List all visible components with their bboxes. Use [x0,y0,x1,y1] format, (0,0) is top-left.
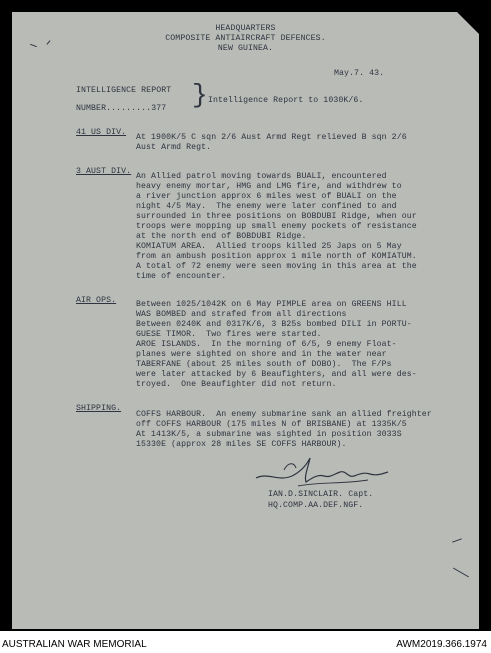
section-line: Between 0240K and 0317K/6, 3 B25s bombed DILI in PORTU- [136,320,412,329]
section-line: At 1413K/5, a submarine was sighted in position 3033S [136,430,402,439]
handwritten-signature [248,452,398,492]
section-line: TABERFANE (about 25 miles south of DOBO). The F/Ps [136,360,392,369]
section-line: from an ambush position approx 1 mile north of KOMIATUM. [136,252,417,261]
header-line-1: HEADQUARTERS [215,24,276,33]
section-line: AROE ISLANDS. In the morning of 6/5, 9 enemy Float- [136,340,397,349]
report-title: Intelligence Report to 1030K/6. [208,96,364,105]
section-line: A total of 72 enemy were seen moving in this area at the [136,262,417,271]
archive-footer [0,631,491,653]
section-heading: SHIPPING. [76,404,122,413]
section-line: off COFFS HARBOUR (175 miles N of BRISBANE) at 1335K/5 [136,420,407,429]
section-line: time of encounter. [136,272,227,281]
section-line: An Allied patrol moving towards BUALI, encountered [136,172,387,181]
signature-name: IAN.D.SINCLAIR. Capt. [268,490,374,499]
archive-name: AUSTRALIAN WAR MEMORIAL [2,639,147,650]
section-line: troyed. One Beaufighter did not return. [136,380,337,389]
pencil-mark [453,568,469,578]
brace-glyph: } [192,80,208,110]
section-line: WAS BOMBED and strafed from all directions [136,310,347,319]
report-number: NUMBER.........377 [76,104,167,113]
section-line: surrounded in three positions on BOBDUBI Ridge, when our [136,212,417,221]
section-line: KOMIATUM AREA. Allied troops killed 25 Japs on 5 May [136,242,402,251]
section-line: COFFS HARBOUR. An enemy submarine sank an allied freighter [136,410,432,419]
section-line: heavy enemy mortar, HMG and LMG fire, and withdrew to [136,182,402,191]
section-line: Between 1025/1042K on 6 May PIMPLE area on GREENS HILL [136,300,407,309]
section-line: 15330E (approx 28 miles SE COFFS HARBOUR). [136,440,347,449]
section-heading: AIR OPS. [76,296,117,305]
section-line: GUESE TIMOR. Two fires were started. [136,330,322,339]
section-line: At 1900K/5 C sqn 2/6 Aust Armd Regt relieved B sqn 2/6 [136,133,407,142]
header-line-2: COMPOSITE ANTIAIRCRAFT DEFENCES. [165,34,326,43]
signature-title: HQ.COMP.AA.DEF.NGF. [268,501,364,510]
section-line: planes were sighted on shore and in the water near [136,350,387,359]
section-heading: 3 AUST DIV. [76,167,132,176]
header-line-3: NEW GUINEA. [217,44,274,53]
section-line: night 4/5 May. The enemy were later confined to and [136,202,397,211]
section-heading: 41 US DIV. [76,128,127,137]
section-line: troops were mopping up small enemy pockets of resistance [136,222,417,231]
section-line: at the north end of BOBDUBI Ridge. [136,232,307,241]
report-date: May.7. 43. [334,69,385,78]
section-line: a river junction approx 6 miles west of BUALI on the [136,192,397,201]
section-line: Aust Armd Regt. [136,143,212,152]
pencil-mark [452,538,462,542]
archive-reference: AWM2019.366.1974 [396,639,487,650]
document-page [12,12,479,629]
section-line: were later attacked by 6 Beaufighters, and all were des- [136,370,417,379]
report-label: INTELLIGENCE REPORT [76,86,172,95]
